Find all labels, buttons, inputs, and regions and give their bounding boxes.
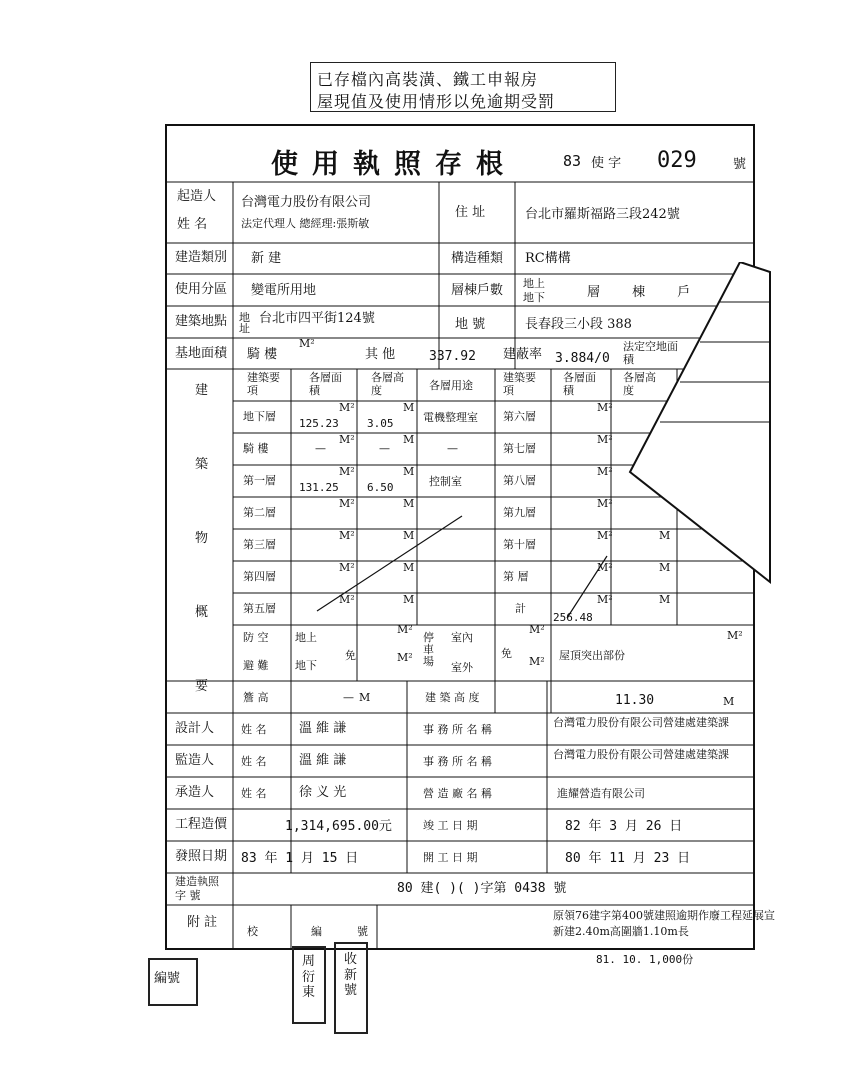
- supervisor-name: 溫 維 謙: [299, 753, 347, 768]
- shelter-value: 免: [345, 649, 356, 662]
- left-header-area: 各層面積: [309, 371, 342, 397]
- left-floor-1-area: 125.23: [299, 417, 339, 430]
- remarks-line2: 新建2.40m高圍牆1.10m長: [553, 925, 689, 938]
- supervisor-office-label: 事 務 所 名 稱: [423, 755, 492, 768]
- side-label-4: 概: [195, 605, 209, 620]
- shelter-below: 地下: [295, 659, 317, 672]
- side-label-2: 築: [195, 457, 209, 472]
- coverage-label: 建蔽率: [503, 347, 543, 362]
- left-floor-1-height: 3.05: [367, 417, 394, 430]
- remarks-sub3: 號: [357, 925, 368, 938]
- left-m-3: M: [403, 465, 415, 478]
- zone-label: 使用分區: [175, 282, 228, 297]
- stamp-left-text: 編號: [154, 971, 181, 986]
- build-type-label: 建造類別: [175, 250, 228, 265]
- right-header-height: 各層高度: [623, 371, 656, 397]
- designer-office-label: 事 務 所 名 稱: [423, 723, 492, 736]
- left-floor-1: 地下層: [243, 410, 276, 423]
- other-area: 337.92: [429, 349, 476, 364]
- building-height: 11.30: [615, 693, 655, 708]
- left-m2-6: M²: [339, 561, 355, 574]
- side-label-5: 要: [195, 679, 209, 694]
- owner-rep: 法定代理人 總經理:張斯敏: [241, 217, 370, 230]
- left-header-height: 各層高度: [371, 371, 404, 397]
- site-prefix: 地址: [239, 311, 250, 335]
- right-m2-3: M²: [597, 465, 613, 478]
- left-m2-3: M²: [339, 465, 355, 478]
- left-header-use: 各層用途: [429, 379, 473, 392]
- parking-indoor: 室內: [451, 631, 473, 644]
- left-m-7: M: [403, 593, 415, 606]
- left-floor-2-area: —: [315, 442, 326, 455]
- site-label: 建築地點: [175, 314, 228, 329]
- permit-type-char: 使 字: [591, 156, 622, 171]
- right-floor-5: 第十層: [503, 538, 536, 551]
- shelter-m2-above: M²: [397, 623, 413, 636]
- building-height-label: 建 築 高 度: [425, 691, 480, 704]
- owner-address-label: 住 址: [455, 205, 486, 220]
- remarks-line1: 原領76建字第400號建照逾期作廢工程延展宣: [553, 909, 775, 922]
- coverage: 3.884/0: [555, 351, 610, 366]
- left-m2-5: M²: [339, 529, 355, 542]
- shelter-m2-below: M²: [397, 651, 413, 664]
- left-floor-3: 第一層: [243, 474, 276, 487]
- parking-m2-indoor: M²: [529, 623, 545, 636]
- right-floor-total: 計: [515, 602, 526, 615]
- contractor-label: 承造人: [175, 785, 215, 800]
- right-m2-6: M²: [597, 561, 613, 574]
- left-m-4: M: [403, 497, 415, 510]
- left-m-2: M: [403, 433, 415, 446]
- designer-name-label: 姓 名: [241, 723, 267, 736]
- owner-name-label: 姓 名: [177, 217, 208, 232]
- left-floor-1-use: 電機整理室: [423, 411, 478, 424]
- left-floor-5: 第三層: [243, 538, 276, 551]
- supervisor-office: 台灣電力股份有限公司營建處建築課: [553, 748, 729, 761]
- site-address: 台北市四平街124號: [259, 311, 375, 326]
- left-m-5: M: [403, 529, 415, 542]
- print-info: 81. 10. 1,000份: [596, 953, 694, 966]
- left-floor-3-area: 131.25: [299, 481, 339, 494]
- right-floor-total-area: 256.48: [553, 611, 593, 624]
- structure: RC構構: [525, 251, 571, 266]
- left-floor-6: 第四層: [243, 570, 276, 583]
- stamp-center-text: 周衍東: [302, 954, 316, 1001]
- left-floor-2-height: —: [379, 442, 390, 455]
- arcade-label: 騎 樓: [247, 347, 278, 362]
- header-note-line2: 屋現值及使用情形以免逾期受罰: [317, 92, 556, 111]
- right-m2-7: M²: [597, 593, 613, 606]
- start-label: 開 工 日 期: [423, 851, 478, 864]
- eave-value: —: [343, 691, 354, 704]
- shelter-above: 地上: [295, 631, 317, 644]
- permit-year: 83: [563, 152, 582, 170]
- permit-label-2: 字 號: [175, 889, 201, 902]
- right-floor-3: 第八層: [503, 474, 536, 487]
- remarks-label: 附 註: [187, 915, 218, 930]
- right-floor-1: 第六層: [503, 410, 536, 423]
- floors-units: 層 棟 戶: [587, 285, 705, 300]
- owner-address: 台北市羅斯福路三段242號: [525, 207, 680, 222]
- completion-label: 竣 工 日 期: [423, 819, 478, 832]
- stamp-right-text: 收新號: [344, 952, 358, 999]
- header-note-line1: 已存檔內高裝潢、鐵工申報房: [317, 70, 539, 89]
- roof-m2: M²: [727, 629, 743, 642]
- shelter-label-2: 避 難: [243, 659, 269, 672]
- right-floor-6: 第 層: [503, 570, 529, 583]
- side-label-1: 建: [195, 383, 209, 398]
- parking-label: 停車場: [423, 631, 434, 669]
- left-floor-2: 騎 樓: [243, 442, 269, 455]
- right-m-7: M: [659, 593, 671, 606]
- folded-corner: [620, 262, 780, 592]
- right-m2-2: M²: [597, 433, 613, 446]
- remarks-sub1: 校: [247, 925, 258, 938]
- parking-outdoor: 室外: [451, 661, 473, 674]
- designer-label: 設計人: [175, 721, 215, 736]
- eave-unit: M: [359, 691, 371, 704]
- designer-name: 溫 維 謙: [299, 721, 347, 736]
- owner-label: 起造人: [177, 189, 217, 204]
- left-m2-4: M²: [339, 497, 355, 510]
- stamp-center: [292, 946, 326, 1024]
- contractor-office-label: 營 造 廠 名 稱: [423, 787, 492, 800]
- contractor-office: 進耀營造有限公司: [557, 787, 645, 800]
- left-floor-4: 第二層: [243, 506, 276, 519]
- right-m2-1: M²: [597, 401, 613, 414]
- right-m-6: M: [659, 561, 671, 574]
- cost: 1,314,695.00元: [285, 819, 392, 834]
- right-floor-4: 第九層: [503, 506, 536, 519]
- roof-label: 屋頂突出部份: [559, 649, 625, 662]
- left-floor-2-use: —: [447, 442, 458, 455]
- right-header-item: 建築要項: [503, 371, 536, 397]
- supervisor-label: 監造人: [175, 753, 215, 768]
- remarks-sub2: 編: [311, 925, 322, 938]
- supervisor-name-label: 姓 名: [241, 755, 267, 768]
- left-m-6: M: [403, 561, 415, 574]
- right-m2-4: M²: [597, 497, 613, 510]
- owner-name: 台灣電力股份有限公司: [241, 195, 372, 210]
- left-m2-1: M²: [339, 401, 355, 414]
- open-space-label: 法定空地面積: [623, 340, 678, 367]
- zone: 變電所用地: [251, 283, 317, 298]
- building-height-unit: M: [723, 695, 735, 708]
- left-m-1: M: [403, 401, 415, 414]
- right-floor-2: 第七層: [503, 442, 536, 455]
- form-title: 使用執照存根: [271, 149, 517, 180]
- permit-label-1: 建造執照: [175, 875, 219, 888]
- right-m2-5: M²: [597, 529, 613, 542]
- side-label-3: 物: [195, 531, 209, 546]
- floors-label: 層棟戶數: [451, 283, 504, 298]
- left-floor-7: 第五層: [243, 602, 276, 615]
- completion-date: 82 年 3 月 26 日: [565, 819, 683, 834]
- parking-value: 免: [501, 647, 512, 660]
- eave-label: 簷 高: [243, 691, 269, 704]
- left-floor-3-height: 6.50: [367, 481, 394, 494]
- stamp-right: [334, 942, 368, 1034]
- arcade-unit: M²: [299, 337, 315, 350]
- floors-above: 地上: [523, 277, 545, 290]
- issue-date: 83 年 1 月 15 日: [241, 851, 359, 866]
- left-m2-2: M²: [339, 433, 355, 446]
- contractor-name-label: 姓 名: [241, 787, 267, 800]
- lot: 長春段三小段 388: [525, 317, 632, 332]
- cost-label: 工程造價: [175, 817, 228, 832]
- left-header-item: 建築要項: [247, 371, 280, 397]
- lot-label: 地 號: [455, 317, 486, 332]
- other-label: 其 他: [365, 347, 396, 362]
- contractor-name: 徐 义 光: [299, 785, 347, 800]
- designer-office: 台灣電力股份有限公司營建處建築課: [553, 716, 729, 729]
- issue-label: 發照日期: [175, 849, 228, 864]
- permit-number-suffix: 號: [733, 157, 747, 172]
- permit-number: 029: [657, 148, 697, 173]
- stamp-left: [148, 958, 198, 1006]
- parking-m2-outdoor: M²: [529, 655, 545, 668]
- right-header-area: 各層面積: [563, 371, 596, 397]
- start-date: 80 年 11 月 23 日: [565, 851, 691, 866]
- shelter-label-1: 防 空: [243, 631, 269, 644]
- left-floor-3-use: 控制室: [429, 475, 462, 488]
- left-m2-7: M²: [339, 593, 355, 606]
- right-m-5: M: [659, 529, 671, 542]
- floors-below: 地下: [523, 291, 545, 304]
- header-note-stamp: [310, 62, 616, 112]
- base-area-label: 基地面積: [175, 346, 228, 361]
- permit-text: 80 建( )( )字第 0438 號: [397, 881, 567, 896]
- build-type: 新 建: [251, 251, 282, 266]
- structure-label: 構造種類: [451, 251, 504, 266]
